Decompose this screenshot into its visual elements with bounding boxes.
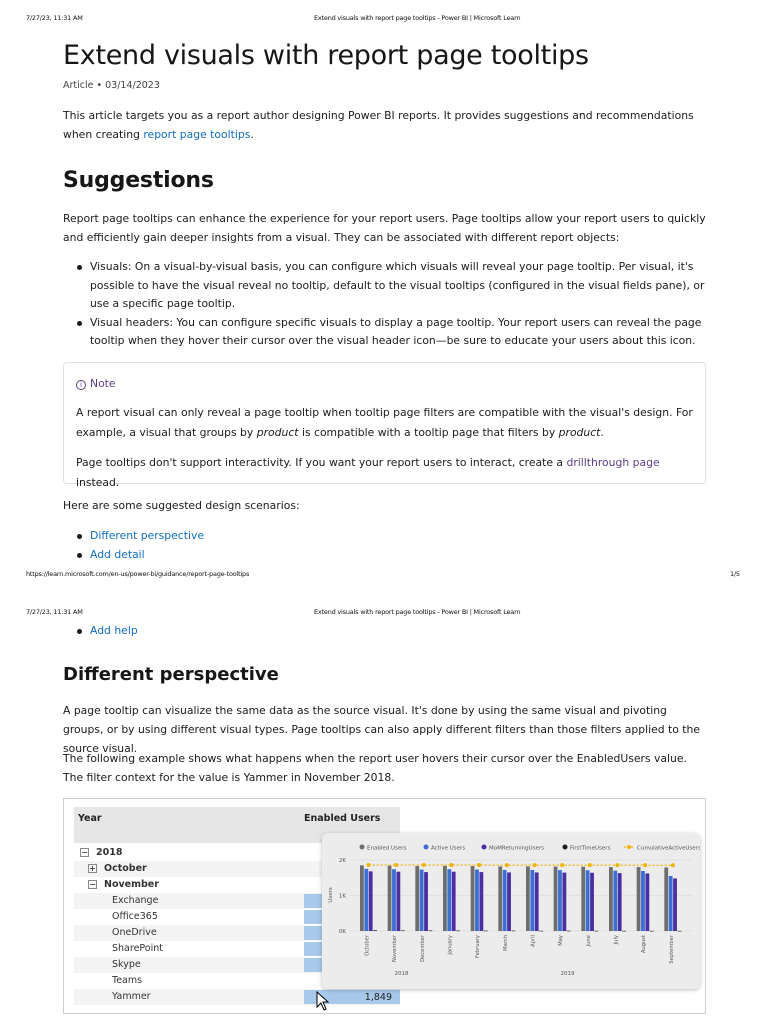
list-item — [63, 622, 708, 641]
list-item: Visuals: On a visual-by-visual basis, you can configure which visuals will reveal your page tooltip. Per visual, it's possible to have the visual reveal no tooltip, default to the visual tooltips (configured in the visual fields pane), or use a specific page tooltip. — [63, 258, 708, 314]
x-tick-label: April — [530, 935, 537, 947]
bar — [503, 870, 507, 931]
page-title: Extend visuals with report page tooltips — [63, 40, 589, 71]
x-tick-label: October — [364, 935, 371, 956]
y-tick-label: 2K — [338, 858, 346, 864]
report-visual — [63, 798, 706, 1014]
matrix-header-enabled-users: Enabled Users — [304, 813, 381, 824]
bar — [622, 931, 626, 932]
legend-marker — [360, 845, 365, 850]
x-tick-label: July — [613, 935, 620, 945]
line-point — [394, 863, 398, 867]
line-point — [367, 863, 371, 867]
matrix-november-label: November — [104, 879, 159, 890]
x-group-label: 2019 — [560, 971, 575, 977]
tooltip-chart — [322, 833, 700, 989]
suggestions-heading: Suggestions — [63, 168, 214, 193]
bar — [373, 930, 377, 931]
bar — [388, 866, 392, 931]
note-text: . — [600, 426, 604, 439]
different-perspective-link[interactable]: Different perspective — [90, 529, 205, 542]
line-point — [505, 863, 509, 867]
line-point — [533, 863, 537, 867]
print-doc-title-2: Extend visuals with report page tooltips - Power BI | Microsoft Learn — [314, 608, 521, 616]
print-datetime-2: 7/27/23, 11:31 AM — [26, 608, 83, 616]
bar — [498, 866, 502, 931]
bar — [401, 930, 405, 931]
matrix-row-label: Teams — [112, 975, 143, 986]
bar — [562, 873, 566, 931]
bar — [420, 870, 424, 931]
y-tick-label: 0K — [338, 929, 346, 935]
bar — [479, 872, 483, 931]
bar — [369, 871, 373, 931]
bar — [512, 931, 516, 932]
bar — [581, 867, 585, 931]
perspective-paragraph-2: The following example shows what happens when the report user hovers their cursor over the EnabledUsers value. The filter context for the value is Yammer in November 2018. — [63, 752, 687, 784]
bar — [590, 873, 594, 931]
bar — [443, 866, 447, 931]
expand-icon[interactable]: + — [89, 864, 96, 873]
article-meta: Article • 03/14/2023 — [63, 80, 160, 91]
x-tick-label: February — [475, 935, 482, 958]
note-paragraph-1 — [76, 403, 696, 443]
legend-label: Active Users — [431, 845, 466, 852]
print-page-number: 1/5 — [730, 570, 740, 578]
bar — [567, 931, 571, 932]
note-title — [76, 377, 116, 390]
tooltip-page — [322, 833, 700, 989]
bar — [669, 876, 673, 931]
suggestions-list — [63, 258, 708, 351]
x-tick-label: November — [392, 935, 399, 962]
table-row[interactable] — [74, 989, 400, 1005]
bar — [530, 870, 534, 931]
legend-marker — [627, 845, 631, 849]
legend-marker — [424, 845, 429, 850]
bar — [554, 867, 558, 931]
legend-marker — [482, 845, 487, 850]
bar — [507, 872, 511, 931]
bar — [471, 866, 475, 931]
y-tick-label: 1K — [338, 893, 346, 900]
report-page-tooltips-link[interactable]: report page tooltips — [143, 128, 251, 141]
bar — [484, 931, 488, 932]
matrix-row-label: Exchange — [112, 895, 159, 906]
bar — [396, 872, 400, 931]
bar — [539, 931, 543, 932]
suggestions-paragraph: Report page tooltips can enhance the experience for your report users. Page tooltips allow your report users to quickly and efficiently gain deeper insights from a visual. They can be associated with different report objects: — [63, 212, 706, 244]
bar — [618, 873, 622, 931]
list-item: Visual headers: You can configure specific visuals to display a page tooltip. Your report users can reveal the page tooltip when they hover their cursor over the visual header icon—be sure to educate your users about this icon. — [63, 314, 708, 351]
bar — [535, 872, 539, 931]
x-group-label: 2018 — [394, 971, 409, 977]
matrix-row-label: OneDrive — [112, 927, 157, 938]
list-item — [63, 546, 708, 565]
note-text: A report visual can only reveal a page tooltip when tooltip page filters are compatible with the visual's design. For example, a visual that groups by — [76, 406, 693, 439]
note-text: Page tooltips don't support interactivity. If you want your report users to interact, create a — [76, 456, 567, 469]
intro-end: . — [250, 128, 254, 141]
bar — [364, 869, 368, 931]
line-point — [560, 863, 564, 867]
note-box — [63, 362, 706, 489]
bar — [664, 867, 668, 931]
list-item — [63, 527, 708, 546]
line-point — [422, 863, 426, 867]
legend-label: MoMReturningUsers — [489, 845, 545, 852]
matrix-october-label: October — [104, 863, 147, 874]
bar — [641, 871, 645, 931]
intro-paragraph — [63, 106, 708, 144]
scenarios-list-continued — [63, 622, 708, 641]
bar — [360, 865, 364, 931]
line-point — [450, 863, 454, 867]
yammer-value: 1,849 — [364, 992, 392, 1003]
line-point — [671, 863, 675, 867]
x-tick-label: August — [641, 935, 648, 954]
bar — [452, 872, 456, 931]
perspective-paragraph-1: A page tooltip can visualize the same data as the source visual. It's done by using the same visual and pivoting groups, or by using different visual types. Page tooltips can also apply different filters than those filters applied to the source visual. — [63, 704, 701, 755]
bar — [673, 878, 677, 931]
bar — [613, 871, 617, 931]
bar — [424, 872, 428, 931]
bar — [415, 866, 419, 931]
add-detail-link[interactable]: Add detail — [90, 547, 145, 561]
print-datetime: 7/27/23, 11:31 AM — [26, 14, 83, 22]
line-point — [616, 863, 620, 867]
x-tick-label: May — [558, 935, 565, 946]
note-paragraph-2 — [76, 453, 696, 493]
note-emphasis: product — [558, 426, 601, 439]
bar — [650, 931, 654, 932]
scenarios-list — [63, 527, 708, 564]
intro-text: This article targets you as a report author designing Power BI reports. It provides suggestions and recommendations when creating — [63, 109, 694, 141]
bar — [447, 869, 451, 931]
different-perspective-heading: Different perspective — [63, 664, 279, 685]
line-point — [477, 863, 481, 867]
line-point — [588, 863, 592, 867]
bar — [558, 870, 562, 931]
bar — [429, 930, 433, 931]
legend-label: Enabled Users — [367, 845, 407, 852]
x-tick-label: June — [585, 935, 592, 947]
bar — [586, 870, 590, 931]
note-text: instead. — [76, 476, 120, 489]
matrix-row-label: Skype — [112, 959, 141, 970]
bar — [392, 869, 396, 931]
collapse-icon[interactable]: − — [89, 880, 96, 889]
bar — [456, 931, 460, 932]
legend-label: CumulativeActiveUsers — [637, 845, 700, 852]
bar — [645, 873, 649, 931]
x-tick-label: March — [502, 935, 509, 951]
print-doc-title: Extend visuals with report page tooltips - Power BI | Microsoft Learn — [314, 14, 521, 22]
drillthrough-page-link[interactable]: drillthrough page — [566, 456, 660, 469]
legend-label: FirstTimeUsers — [570, 845, 611, 852]
mouse-cursor-icon — [316, 991, 330, 1011]
print-url: https://learn.microsoft.com/en-us/power-bi/guidance/report-page-tooltips — [26, 570, 250, 578]
x-tick-label: December — [419, 935, 426, 962]
bar — [678, 931, 682, 932]
add-help-link[interactable]: Add help — [90, 624, 138, 637]
info-icon: i — [76, 380, 86, 390]
collapse-icon[interactable]: − — [81, 848, 88, 857]
matrix-row-label: Office365 — [112, 911, 158, 922]
bar — [526, 866, 530, 931]
line-point — [643, 863, 647, 867]
matrix-row-label: SharePoint — [112, 943, 164, 954]
bar — [637, 867, 641, 931]
legend-marker — [563, 845, 568, 850]
bar — [595, 931, 599, 932]
note-text: is compatible with a tooltip page that filters by — [298, 426, 559, 439]
matrix-row-label: Yammer — [112, 991, 151, 1002]
scenarios-intro: Here are some suggested design scenarios: — [63, 499, 300, 512]
bar — [609, 867, 613, 931]
matrix-year-label: 2018 — [96, 847, 123, 858]
bar — [475, 870, 479, 931]
y-axis-label: Users — [328, 887, 334, 903]
x-tick-label: January — [447, 935, 454, 955]
note-title-text: Note — [90, 377, 116, 390]
note-emphasis: product — [256, 426, 299, 439]
x-tick-label: September — [668, 935, 675, 964]
matrix-header-year: Year — [78, 813, 102, 824]
